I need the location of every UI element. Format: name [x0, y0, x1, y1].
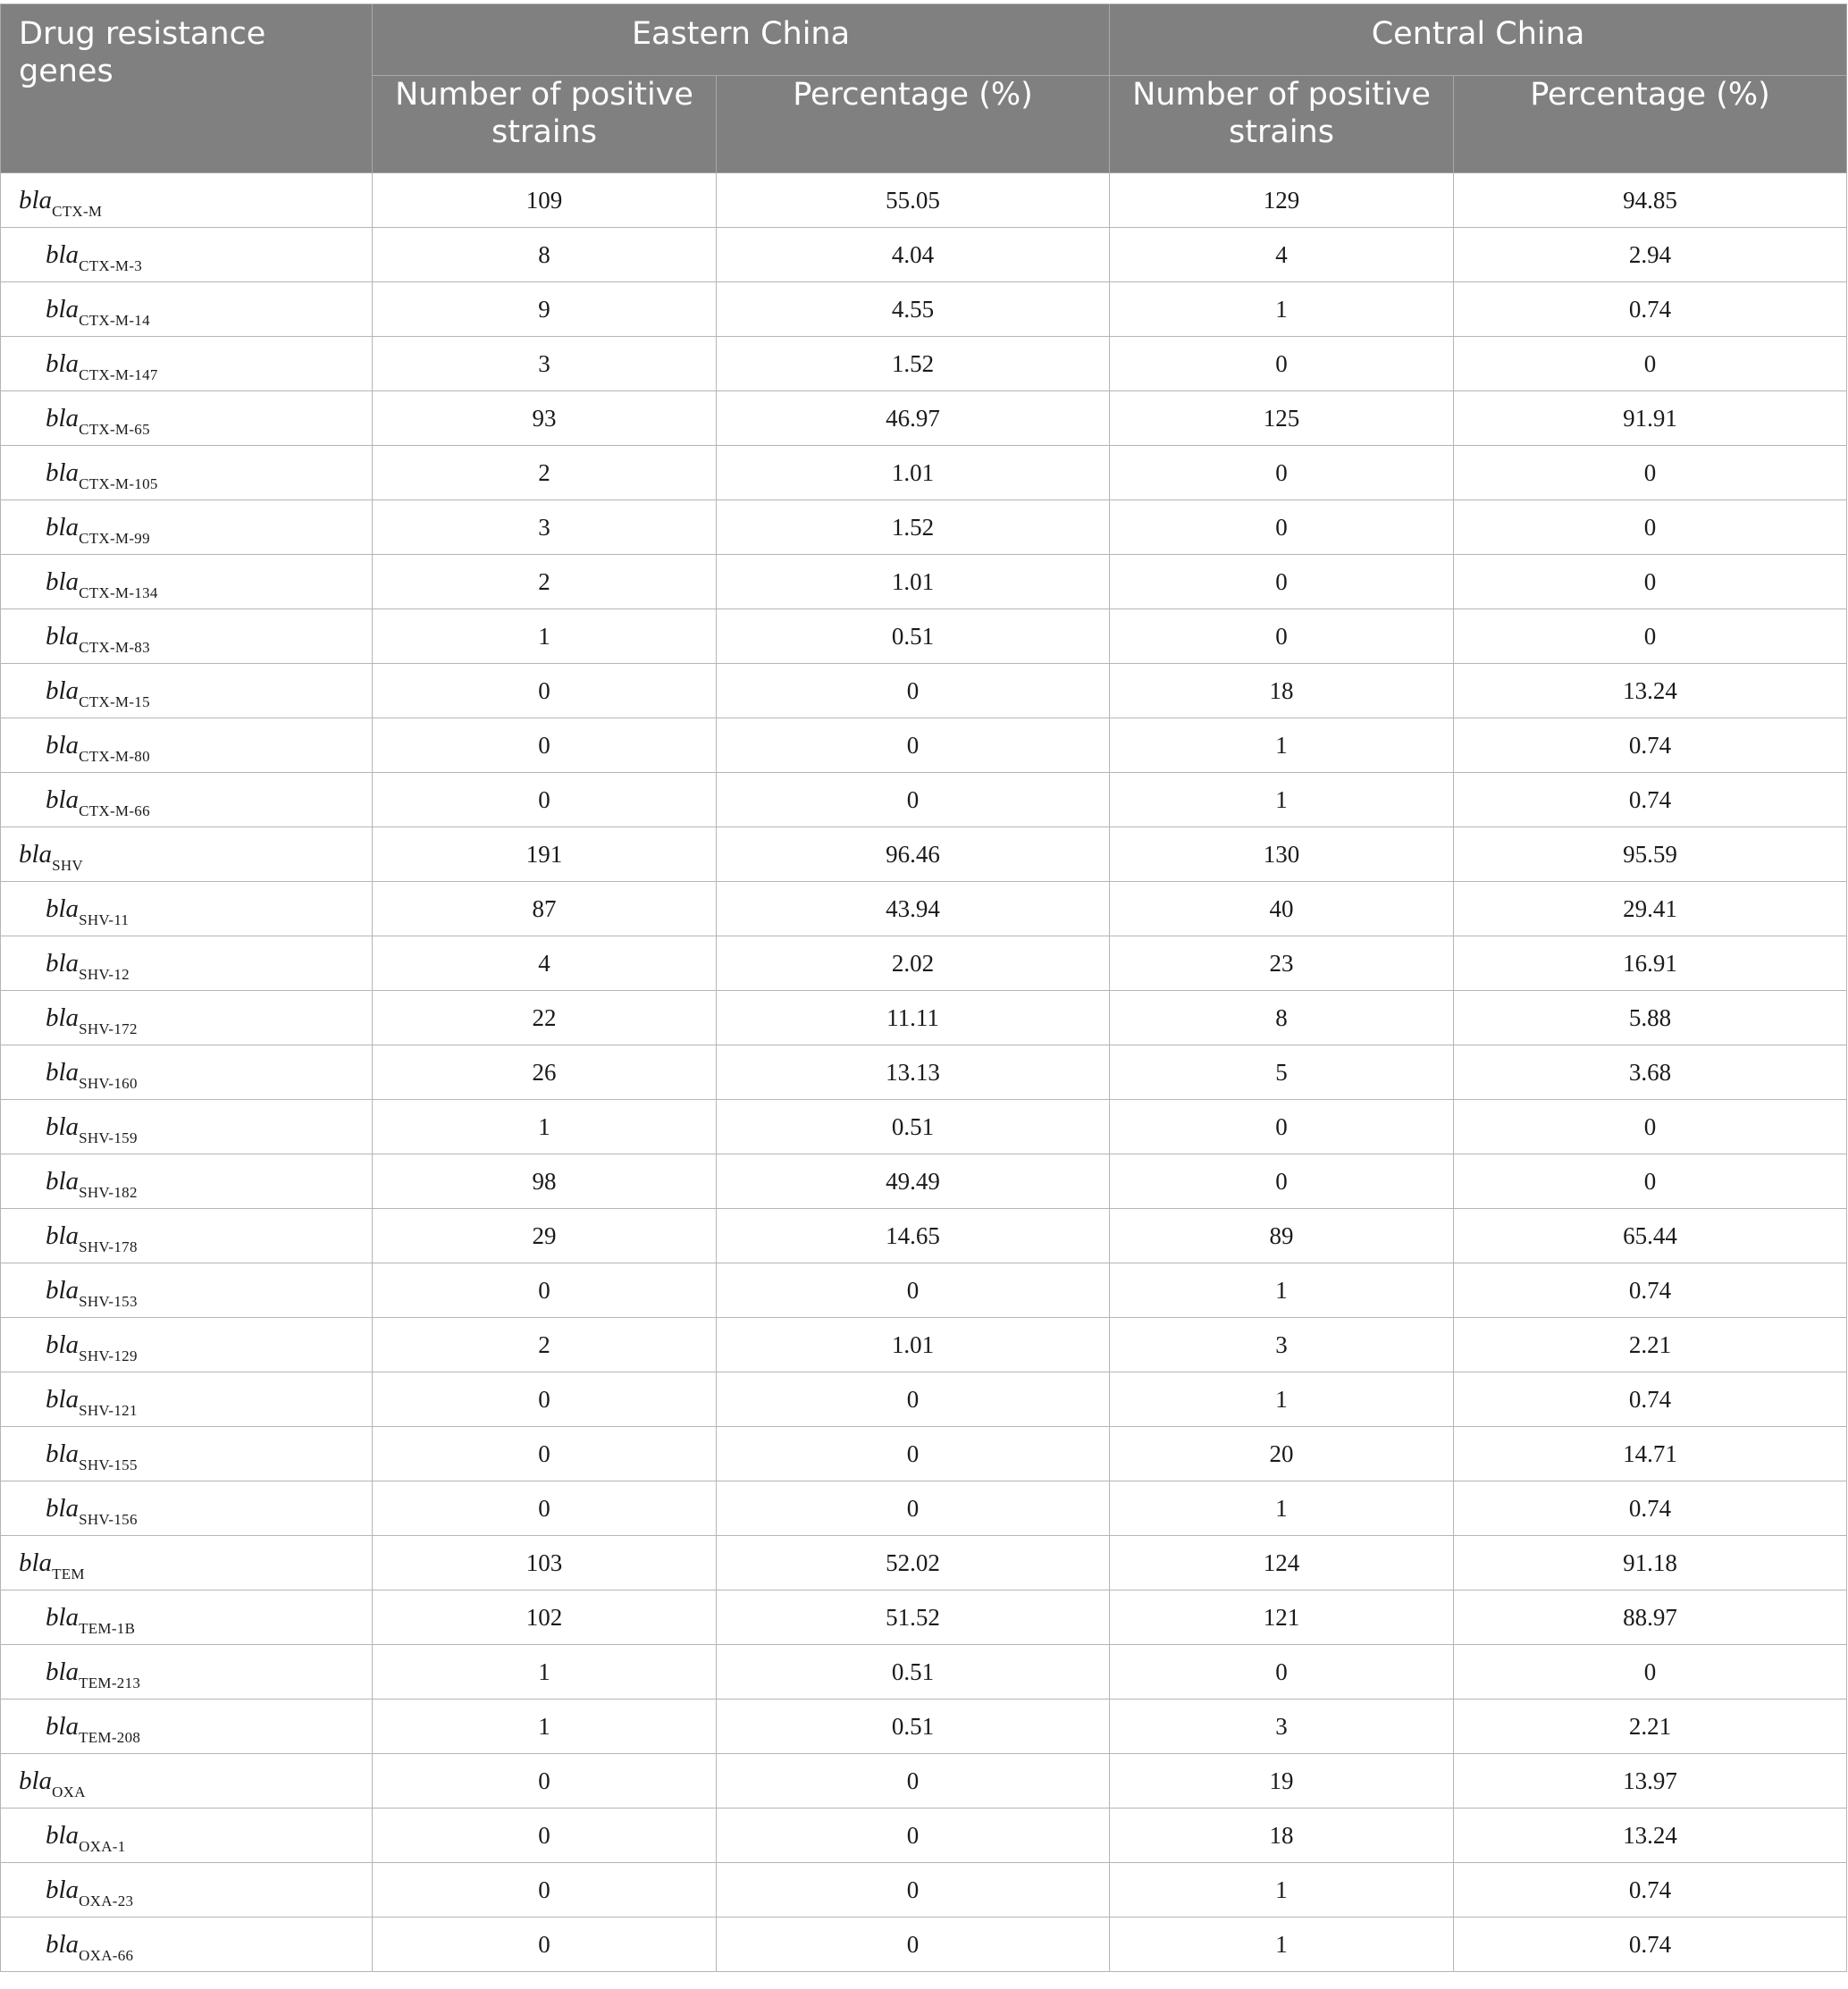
gene-name-cell [1, 1427, 373, 1481]
central-positive-strains-cell: 0 [1110, 609, 1454, 664]
gene-name-cell [1, 446, 373, 500]
table-row [1, 1590, 1847, 1645]
central-percentage-cell: 0 [1454, 337, 1847, 391]
gene-name-subscript: SHV [52, 856, 83, 874]
gene-name-subscript: CTX-M-3 [79, 256, 143, 274]
table-row [1, 664, 1847, 718]
gene-name-subscript: CTX-M-83 [79, 638, 150, 656]
resistance-gene-table-container [0, 4, 1848, 1972]
table-row [1, 228, 1847, 282]
subheader-eastern-percentage: Percentage (%) [717, 76, 1110, 173]
gene-name-base: bla [46, 948, 80, 978]
gene-name-cell [1, 1590, 373, 1645]
gene-name-base: bla [46, 1112, 80, 1141]
eastern-positive-strains-cell: 29 [373, 1209, 717, 1263]
gene-name-base: bla [46, 457, 80, 487]
eastern-positive-strains-cell: 0 [373, 664, 717, 718]
eastern-positive-strains-cell: 26 [373, 1045, 717, 1100]
gene-name-base: bla [46, 621, 80, 650]
eastern-positive-strains-cell: 0 [373, 1863, 717, 1918]
gene-name-base: bla [46, 1384, 80, 1414]
gene-name-base: bla [46, 676, 80, 705]
eastern-percentage-cell: 0 [717, 1427, 1110, 1481]
gene-name-base: bla [46, 294, 80, 323]
gene-name-base: bla [46, 1820, 80, 1850]
eastern-percentage-cell: 0 [717, 1863, 1110, 1918]
gene-name-cell [1, 827, 373, 882]
gene-name-cell [1, 1263, 373, 1318]
gene-name-base: bla [46, 239, 80, 269]
table-row [1, 1809, 1847, 1863]
gene-name-cell [1, 228, 373, 282]
eastern-percentage-cell: 1.01 [717, 1318, 1110, 1372]
eastern-percentage-cell: 4.55 [717, 282, 1110, 337]
table-body [1, 173, 1847, 1972]
table-row [1, 991, 1847, 1045]
eastern-percentage-cell: 0 [717, 718, 1110, 773]
gene-name-base: bla [46, 1493, 80, 1523]
table-row [1, 1318, 1847, 1372]
gene-name-base: bla [46, 1057, 80, 1087]
gene-name-subscript: TEM [52, 1565, 85, 1582]
eastern-positive-strains-cell: 98 [373, 1154, 717, 1209]
central-percentage-cell: 0.74 [1454, 1863, 1847, 1918]
eastern-percentage-cell: 14.65 [717, 1209, 1110, 1263]
central-positive-strains-cell: 1 [1110, 1263, 1454, 1318]
central-percentage-cell: 0.74 [1454, 1372, 1847, 1427]
central-percentage-cell: 91.91 [1454, 391, 1847, 446]
gene-name-base: bla [46, 1929, 80, 1959]
subheader-central-percentage: Percentage (%) [1454, 76, 1847, 173]
table-row [1, 609, 1847, 664]
gene-name-subscript: CTX-M-105 [79, 474, 158, 492]
central-positive-strains-cell: 0 [1110, 555, 1454, 609]
gene-name-subscript: CTX-M-147 [79, 365, 158, 383]
eastern-positive-strains-cell: 102 [373, 1590, 717, 1645]
table-row [1, 1427, 1847, 1481]
central-percentage-cell: 13.97 [1454, 1754, 1847, 1809]
gene-name-cell [1, 718, 373, 773]
gene-name-base: bla [19, 185, 53, 214]
gene-name-subscript: CTX-M-66 [79, 801, 150, 819]
eastern-percentage-cell: 0 [717, 773, 1110, 827]
table-row [1, 1372, 1847, 1427]
central-percentage-cell: 0 [1454, 555, 1847, 609]
table-row [1, 827, 1847, 882]
central-positive-strains-cell: 1 [1110, 1481, 1454, 1536]
central-positive-strains-cell: 3 [1110, 1318, 1454, 1372]
gene-name-base: bla [46, 894, 80, 923]
eastern-percentage-cell: 1.01 [717, 555, 1110, 609]
central-positive-strains-cell: 3 [1110, 1699, 1454, 1754]
gene-name-base: bla [46, 1003, 80, 1032]
table-row [1, 936, 1847, 991]
gene-name-cell [1, 609, 373, 664]
region-header-central-china: Central China [1110, 4, 1847, 76]
eastern-positive-strains-cell: 0 [373, 718, 717, 773]
gene-name-cell [1, 1918, 373, 1972]
gene-name-subscript: TEM-208 [79, 1728, 141, 1746]
central-positive-strains-cell: 0 [1110, 1154, 1454, 1209]
central-positive-strains-cell: 4 [1110, 228, 1454, 282]
central-positive-strains-cell: 1 [1110, 1863, 1454, 1918]
central-percentage-cell: 2.21 [1454, 1699, 1847, 1754]
resistance-gene-table [0, 4, 1847, 1972]
eastern-positive-strains-cell: 0 [373, 1427, 717, 1481]
gene-name-subscript: SHV-182 [79, 1183, 138, 1201]
central-positive-strains-cell: 121 [1110, 1590, 1454, 1645]
gene-name-base: bla [19, 1766, 53, 1795]
central-positive-strains-cell: 0 [1110, 1645, 1454, 1699]
gene-name-cell [1, 1863, 373, 1918]
gene-name-subscript: SHV-160 [79, 1074, 138, 1092]
gene-name-subscript: CTX-M-15 [79, 692, 150, 710]
gene-name-cell [1, 173, 373, 228]
table-row [1, 173, 1847, 228]
table-row [1, 773, 1847, 827]
gene-name-cell [1, 391, 373, 446]
table-row [1, 391, 1847, 446]
central-positive-strains-cell: 130 [1110, 827, 1454, 882]
eastern-positive-strains-cell: 2 [373, 555, 717, 609]
table-row [1, 446, 1847, 500]
central-positive-strains-cell: 129 [1110, 173, 1454, 228]
central-percentage-cell: 95.59 [1454, 827, 1847, 882]
table-row [1, 1209, 1847, 1263]
eastern-percentage-cell: 1.52 [717, 337, 1110, 391]
gene-name-subscript: SHV-155 [79, 1456, 138, 1473]
eastern-percentage-cell: 52.02 [717, 1536, 1110, 1590]
eastern-percentage-cell: 0.51 [717, 1100, 1110, 1154]
gene-name-cell [1, 1699, 373, 1754]
central-percentage-cell: 0.74 [1454, 1263, 1847, 1318]
eastern-percentage-cell: 0 [717, 1809, 1110, 1863]
central-percentage-cell: 88.97 [1454, 1590, 1847, 1645]
gene-name-cell [1, 1100, 373, 1154]
gene-name-cell [1, 882, 373, 936]
gene-name-subscript: CTX-M-99 [79, 529, 150, 547]
central-percentage-cell: 0.74 [1454, 718, 1847, 773]
eastern-positive-strains-cell: 1 [373, 1645, 717, 1699]
eastern-percentage-cell: 51.52 [717, 1590, 1110, 1645]
gene-name-cell [1, 1754, 373, 1809]
eastern-positive-strains-cell: 3 [373, 337, 717, 391]
eastern-percentage-cell: 0 [717, 1918, 1110, 1972]
table-row [1, 1481, 1847, 1536]
gene-name-base: bla [46, 785, 80, 814]
central-percentage-cell: 65.44 [1454, 1209, 1847, 1263]
eastern-positive-strains-cell: 4 [373, 936, 717, 991]
central-percentage-cell: 2.21 [1454, 1318, 1847, 1372]
gene-name-base: bla [46, 1602, 80, 1632]
central-positive-strains-cell: 0 [1110, 446, 1454, 500]
central-positive-strains-cell: 18 [1110, 1809, 1454, 1863]
central-percentage-cell: 5.88 [1454, 991, 1847, 1045]
table-row [1, 1918, 1847, 1972]
gene-name-base: bla [46, 1330, 80, 1359]
eastern-positive-strains-cell: 2 [373, 446, 717, 500]
gene-name-cell [1, 664, 373, 718]
gene-name-base: bla [46, 1275, 80, 1305]
gene-name-cell [1, 1154, 373, 1209]
central-percentage-cell: 0.74 [1454, 1481, 1847, 1536]
central-positive-strains-cell: 1 [1110, 1372, 1454, 1427]
gene-name-cell [1, 1536, 373, 1590]
gene-name-base: bla [46, 1439, 80, 1468]
central-positive-strains-cell: 5 [1110, 1045, 1454, 1100]
gene-name-base: bla [19, 1548, 53, 1577]
table-row [1, 555, 1847, 609]
table-row [1, 882, 1847, 936]
subheader-central-positive-strains: Number of positive strains [1110, 76, 1454, 173]
gene-name-base: bla [46, 730, 80, 760]
gene-name-subscript: CTX-M-65 [79, 420, 150, 438]
gene-name-base: bla [46, 1657, 80, 1686]
eastern-positive-strains-cell: 3 [373, 500, 717, 555]
central-percentage-cell: 0 [1454, 500, 1847, 555]
central-positive-strains-cell: 0 [1110, 337, 1454, 391]
central-percentage-cell: 13.24 [1454, 664, 1847, 718]
region-header-eastern-china: Eastern China [373, 4, 1110, 76]
eastern-percentage-cell: 2.02 [717, 936, 1110, 991]
gene-name-cell [1, 282, 373, 337]
central-percentage-cell: 0 [1454, 1100, 1847, 1154]
eastern-percentage-cell: 13.13 [717, 1045, 1110, 1100]
eastern-percentage-cell: 0 [717, 1754, 1110, 1809]
eastern-percentage-cell: 11.11 [717, 991, 1110, 1045]
gene-name-subscript: TEM-1B [79, 1619, 136, 1637]
eastern-percentage-cell: 0.51 [717, 1645, 1110, 1699]
gene-name-subscript: OXA-23 [79, 1892, 134, 1909]
gene-name-base: bla [46, 1221, 80, 1250]
eastern-positive-strains-cell: 0 [373, 1918, 717, 1972]
gene-name-subscript: SHV-159 [79, 1129, 138, 1146]
eastern-positive-strains-cell: 1 [373, 609, 717, 664]
gene-name-cell [1, 1645, 373, 1699]
gene-name-cell [1, 1045, 373, 1100]
gene-name-cell [1, 337, 373, 391]
eastern-percentage-cell: 43.94 [717, 882, 1110, 936]
gene-name-subscript: OXA-1 [79, 1837, 126, 1855]
central-positive-strains-cell: 125 [1110, 391, 1454, 446]
central-positive-strains-cell: 124 [1110, 1536, 1454, 1590]
central-positive-strains-cell: 1 [1110, 282, 1454, 337]
subheader-eastern-positive-strains: Number of positive strains [373, 76, 717, 173]
central-positive-strains-cell: 8 [1110, 991, 1454, 1045]
gene-name-subscript: SHV-11 [79, 911, 130, 928]
table-row [1, 1645, 1847, 1699]
gene-name-subscript: SHV-178 [79, 1238, 138, 1255]
eastern-percentage-cell: 0 [717, 1372, 1110, 1427]
eastern-percentage-cell: 96.46 [717, 827, 1110, 882]
gene-name-cell [1, 991, 373, 1045]
central-positive-strains-cell: 0 [1110, 500, 1454, 555]
central-positive-strains-cell: 18 [1110, 664, 1454, 718]
eastern-percentage-cell: 1.01 [717, 446, 1110, 500]
eastern-positive-strains-cell: 103 [373, 1536, 717, 1590]
gene-name-subscript: OXA [52, 1783, 86, 1800]
eastern-percentage-cell: 0.51 [717, 1699, 1110, 1754]
eastern-positive-strains-cell: 0 [373, 773, 717, 827]
eastern-percentage-cell: 46.97 [717, 391, 1110, 446]
gene-name-subscript: SHV-129 [79, 1347, 138, 1364]
eastern-positive-strains-cell: 2 [373, 1318, 717, 1372]
gene-name-base: bla [46, 348, 80, 378]
central-percentage-cell: 94.85 [1454, 173, 1847, 228]
table-row [1, 1754, 1847, 1809]
eastern-positive-strains-cell: 87 [373, 882, 717, 936]
central-percentage-cell: 0 [1454, 1645, 1847, 1699]
table-row [1, 718, 1847, 773]
table-row [1, 1536, 1847, 1590]
table-row [1, 337, 1847, 391]
eastern-percentage-cell: 1.52 [717, 500, 1110, 555]
eastern-positive-strains-cell: 0 [373, 1372, 717, 1427]
eastern-percentage-cell: 0.51 [717, 609, 1110, 664]
central-percentage-cell: 91.18 [1454, 1536, 1847, 1590]
eastern-positive-strains-cell: 93 [373, 391, 717, 446]
eastern-percentage-cell: 49.49 [717, 1154, 1110, 1209]
gene-name-base: bla [46, 512, 80, 541]
gene-column-header: Drug resistance genes [1, 4, 373, 173]
table-row [1, 1263, 1847, 1318]
gene-name-subscript: CTX-M-134 [79, 583, 158, 601]
table-row [1, 1863, 1847, 1918]
gene-name-cell [1, 1809, 373, 1863]
eastern-positive-strains-cell: 109 [373, 173, 717, 228]
central-positive-strains-cell: 40 [1110, 882, 1454, 936]
table-row [1, 1045, 1847, 1100]
eastern-positive-strains-cell: 9 [373, 282, 717, 337]
eastern-positive-strains-cell: 0 [373, 1809, 717, 1863]
eastern-percentage-cell: 0 [717, 664, 1110, 718]
eastern-percentage-cell: 55.05 [717, 173, 1110, 228]
eastern-percentage-cell: 0 [717, 1263, 1110, 1318]
central-positive-strains-cell: 20 [1110, 1427, 1454, 1481]
gene-name-subscript: CTX-M [52, 202, 103, 220]
central-percentage-cell: 0.74 [1454, 282, 1847, 337]
eastern-positive-strains-cell: 191 [373, 827, 717, 882]
central-percentage-cell: 29.41 [1454, 882, 1847, 936]
table-row [1, 500, 1847, 555]
table-row [1, 1699, 1847, 1754]
table-row [1, 1100, 1847, 1154]
central-positive-strains-cell: 1 [1110, 718, 1454, 773]
central-positive-strains-cell: 0 [1110, 1100, 1454, 1154]
gene-name-subscript: SHV-12 [79, 965, 130, 983]
gene-name-base: bla [46, 1711, 80, 1741]
central-positive-strains-cell: 23 [1110, 936, 1454, 991]
gene-name-base: bla [46, 1166, 80, 1196]
eastern-positive-strains-cell: 8 [373, 228, 717, 282]
central-percentage-cell: 0.74 [1454, 1918, 1847, 1972]
gene-name-cell [1, 773, 373, 827]
gene-name-subscript: SHV-121 [79, 1401, 138, 1419]
eastern-positive-strains-cell: 0 [373, 1481, 717, 1536]
eastern-positive-strains-cell: 1 [373, 1699, 717, 1754]
central-percentage-cell: 2.94 [1454, 228, 1847, 282]
central-positive-strains-cell: 1 [1110, 773, 1454, 827]
eastern-percentage-cell: 4.04 [717, 228, 1110, 282]
central-percentage-cell: 0 [1454, 446, 1847, 500]
eastern-positive-strains-cell: 22 [373, 991, 717, 1045]
gene-name-subscript: SHV-153 [79, 1292, 138, 1310]
gene-name-subscript: OXA-66 [79, 1946, 134, 1964]
eastern-positive-strains-cell: 0 [373, 1263, 717, 1318]
table-row [1, 282, 1847, 337]
gene-name-subscript: SHV-172 [79, 1020, 138, 1037]
gene-name-subscript: CTX-M-80 [79, 747, 150, 765]
gene-name-subscript: CTX-M-14 [79, 311, 150, 329]
central-percentage-cell: 14.71 [1454, 1427, 1847, 1481]
eastern-positive-strains-cell: 0 [373, 1754, 717, 1809]
central-percentage-cell: 0 [1454, 1154, 1847, 1209]
table-row [1, 1154, 1847, 1209]
eastern-positive-strains-cell: 1 [373, 1100, 717, 1154]
gene-name-subscript: SHV-156 [79, 1510, 138, 1528]
table-header [1, 4, 1847, 173]
gene-name-cell [1, 1372, 373, 1427]
central-positive-strains-cell: 1 [1110, 1918, 1454, 1972]
gene-name-cell [1, 1318, 373, 1372]
gene-name-subscript: TEM-213 [79, 1674, 141, 1691]
central-percentage-cell: 16.91 [1454, 936, 1847, 991]
central-percentage-cell: 0 [1454, 609, 1847, 664]
eastern-percentage-cell: 0 [717, 1481, 1110, 1536]
central-percentage-cell: 3.68 [1454, 1045, 1847, 1100]
gene-name-base: bla [46, 403, 80, 432]
gene-name-base: bla [19, 839, 53, 869]
central-percentage-cell: 13.24 [1454, 1809, 1847, 1863]
gene-name-cell [1, 1481, 373, 1536]
central-positive-strains-cell: 19 [1110, 1754, 1454, 1809]
central-percentage-cell: 0.74 [1454, 773, 1847, 827]
gene-name-cell [1, 1209, 373, 1263]
central-positive-strains-cell: 89 [1110, 1209, 1454, 1263]
gene-name-cell [1, 936, 373, 991]
gene-name-cell [1, 500, 373, 555]
gene-name-base: bla [46, 1875, 80, 1904]
gene-name-cell [1, 555, 373, 609]
gene-name-base: bla [46, 566, 80, 596]
